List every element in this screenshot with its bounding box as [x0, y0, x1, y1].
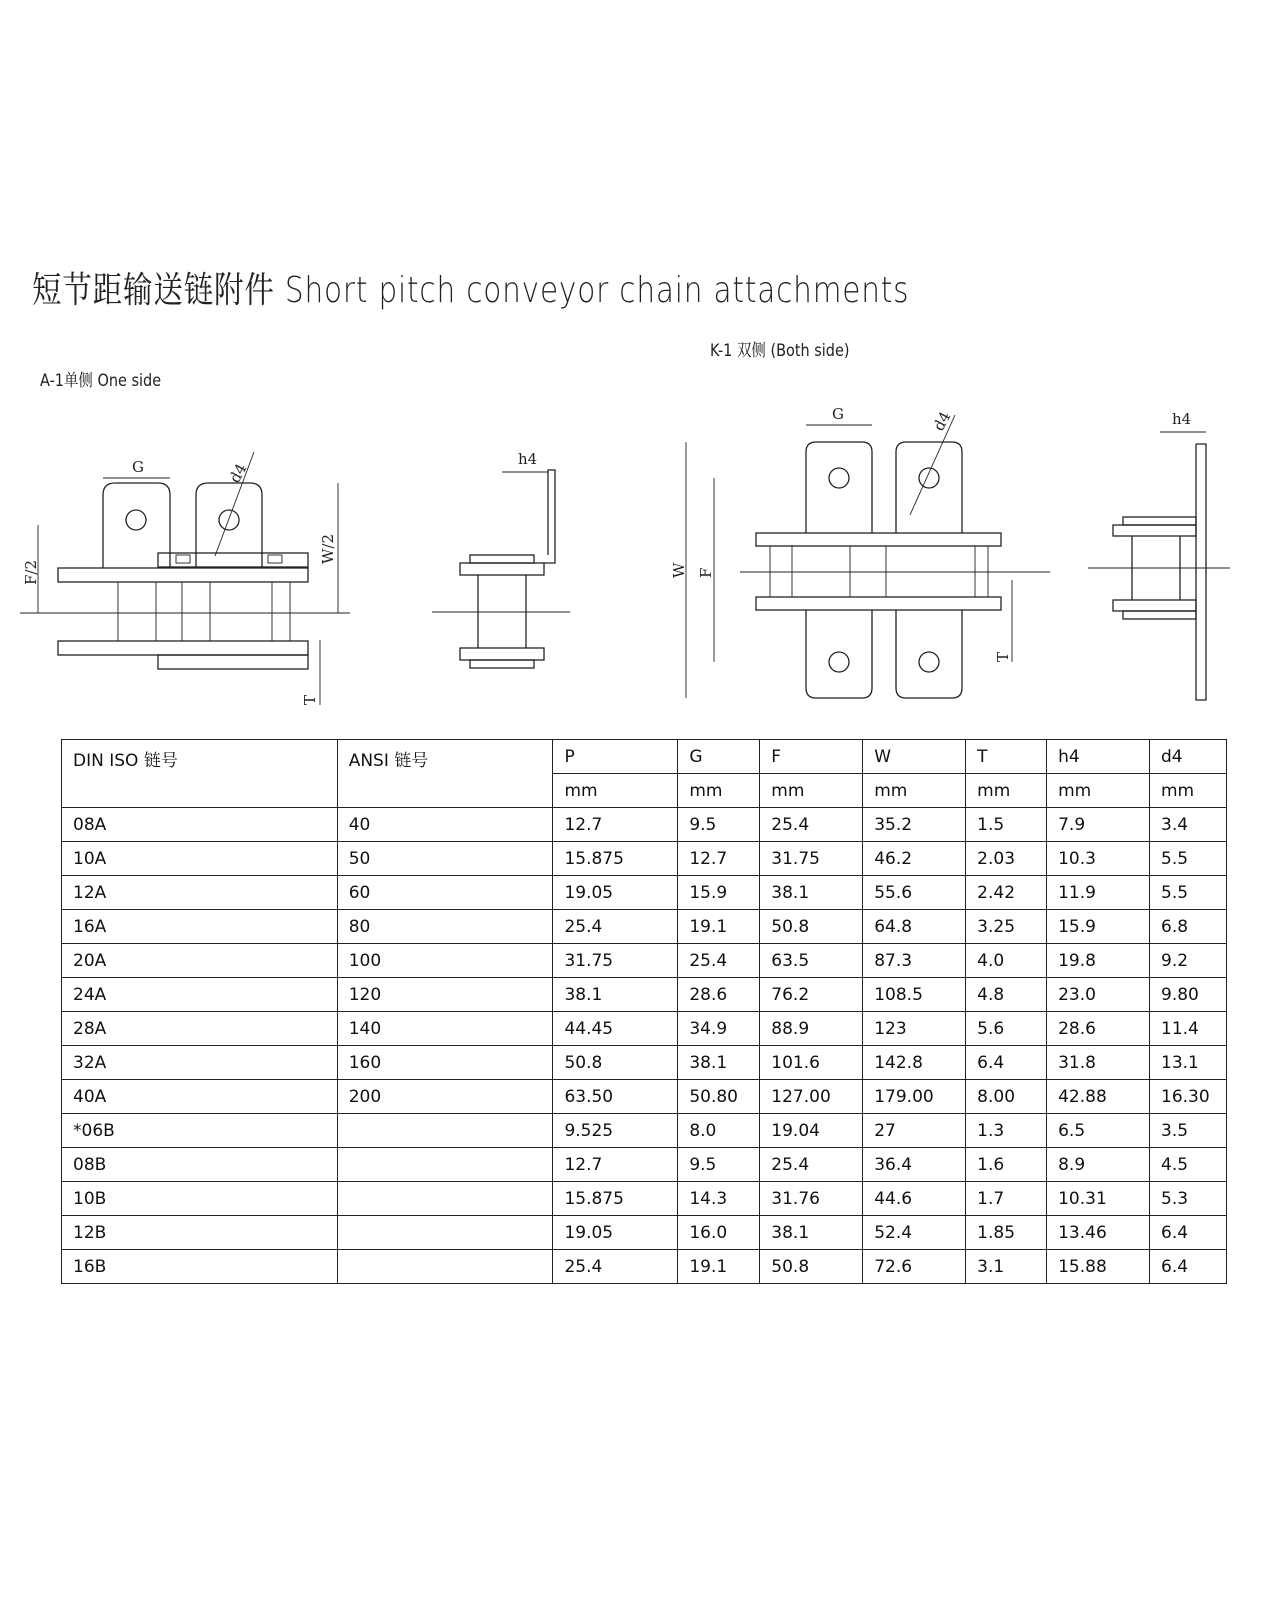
- unit-cell: mm: [966, 774, 1047, 808]
- table-cell: 15.9: [678, 876, 760, 910]
- table-cell: 9.5: [678, 808, 760, 842]
- table-cell: 1.5: [966, 808, 1047, 842]
- k1-front-view: [670, 405, 1050, 698]
- table-cell: 24A: [62, 978, 338, 1012]
- table-row: [62, 876, 1227, 910]
- table-cell: 64.8: [863, 910, 966, 944]
- table-cell: 40A: [62, 1080, 338, 1114]
- table-cell: 28.6: [1047, 1012, 1150, 1046]
- table-cell: 38.1: [760, 876, 863, 910]
- table-cell: *06B: [62, 1114, 338, 1148]
- col-header-ansi: ANSI 链号: [337, 740, 553, 808]
- table-cell: 16.30: [1150, 1080, 1227, 1114]
- table-cell: 8.00: [966, 1080, 1047, 1114]
- table-cell: 38.1: [678, 1046, 760, 1080]
- table-cell: 3.4: [1150, 808, 1227, 842]
- table-cell: 88.9: [760, 1012, 863, 1046]
- table-cell: 15.9: [1047, 910, 1150, 944]
- table-cell: 179.00: [863, 1080, 966, 1114]
- table-cell: 60: [337, 876, 553, 910]
- table-row: [62, 910, 1227, 944]
- table-cell: 50.8: [760, 910, 863, 944]
- t-dimension-label: T: [301, 694, 319, 705]
- table-cell: 15.88: [1047, 1250, 1150, 1284]
- table-cell: 87.3: [863, 944, 966, 978]
- table-cell: 19.04: [760, 1114, 863, 1148]
- table-row: [62, 978, 1227, 1012]
- table-cell: 14.3: [678, 1182, 760, 1216]
- k1-side-view: [1088, 410, 1230, 700]
- table-row: [62, 1080, 1227, 1114]
- table-row: [62, 1216, 1227, 1250]
- table-cell: 6.4: [966, 1046, 1047, 1080]
- h4-dimension-label: h4: [518, 450, 538, 468]
- table-cell: 10.3: [1047, 842, 1150, 876]
- table-cell: 1.3: [966, 1114, 1047, 1148]
- table-cell: 28A: [62, 1012, 338, 1046]
- table-cell: 101.6: [760, 1046, 863, 1080]
- table-row: [62, 1182, 1227, 1216]
- table-cell: 19.05: [553, 876, 678, 910]
- table-cell: 100: [337, 944, 553, 978]
- table-cell: 34.9: [678, 1012, 760, 1046]
- table-cell: 38.1: [760, 1216, 863, 1250]
- k1-w-dimension-label: W: [670, 562, 688, 578]
- k1-f-dimension-label: F: [697, 567, 715, 578]
- table-cell: [337, 1114, 553, 1148]
- a1-front-view: [20, 452, 350, 705]
- table-cell: 28.6: [678, 978, 760, 1012]
- table-cell: 9.525: [553, 1114, 678, 1148]
- table-cell: 8.9: [1047, 1148, 1150, 1182]
- table-cell: 120: [337, 978, 553, 1012]
- table-cell: 40: [337, 808, 553, 842]
- table-row: [62, 1012, 1227, 1046]
- d4-dimension-label: d4: [225, 460, 251, 486]
- k1-g-dimension-label: G: [832, 405, 844, 423]
- table-cell: 7.9: [1047, 808, 1150, 842]
- table-cell: 15.875: [553, 1182, 678, 1216]
- a1-side-view: [432, 450, 570, 668]
- table-cell: 10.31: [1047, 1182, 1150, 1216]
- w-half-dimension-label: W/2: [319, 533, 337, 564]
- table-cell: 1.6: [966, 1148, 1047, 1182]
- table-cell: 50.8: [760, 1250, 863, 1284]
- table-cell: 31.76: [760, 1182, 863, 1216]
- table-cell: 6.5: [1047, 1114, 1150, 1148]
- table-cell: 25.4: [553, 910, 678, 944]
- table-cell: 13.1: [1150, 1046, 1227, 1080]
- table-cell: 5.6: [966, 1012, 1047, 1046]
- table-cell: 08B: [62, 1148, 338, 1182]
- table-cell: 31.8: [1047, 1046, 1150, 1080]
- table-cell: 44.6: [863, 1182, 966, 1216]
- table-cell: 4.5: [1150, 1148, 1227, 1182]
- technical-drawing: [0, 0, 1280, 720]
- table-cell: 12.7: [553, 808, 678, 842]
- table-cell: 35.2: [863, 808, 966, 842]
- table-cell: 200: [337, 1080, 553, 1114]
- col-header-g: G: [678, 740, 760, 774]
- table-cell: 23.0: [1047, 978, 1150, 1012]
- table-cell: 36.4: [863, 1148, 966, 1182]
- both-side-label: K-1 双侧 (Both side): [710, 341, 850, 361]
- table-cell: 12B: [62, 1216, 338, 1250]
- table-cell: 123: [863, 1012, 966, 1046]
- specification-table: [61, 739, 1227, 1284]
- table-cell: 19.1: [678, 1250, 760, 1284]
- table-cell: 13.46: [1047, 1216, 1150, 1250]
- table-cell: 11.9: [1047, 876, 1150, 910]
- table-cell: 80: [337, 910, 553, 944]
- unit-cell: mm: [678, 774, 760, 808]
- table-cell: 16B: [62, 1250, 338, 1284]
- table-cell: 25.4: [760, 808, 863, 842]
- table-header-row: [62, 740, 1227, 774]
- f-half-dimension-label: F/2: [22, 559, 40, 585]
- table-cell: 25.4: [678, 944, 760, 978]
- table-cell: [337, 1216, 553, 1250]
- table-cell: 9.80: [1150, 978, 1227, 1012]
- unit-cell: mm: [863, 774, 966, 808]
- table-cell: 8.0: [678, 1114, 760, 1148]
- table-cell: 12A: [62, 876, 338, 910]
- table-cell: 44.45: [553, 1012, 678, 1046]
- k1-t-dimension-label: T: [994, 651, 1012, 662]
- table-cell: [337, 1250, 553, 1284]
- g-dimension-label: G: [132, 458, 144, 476]
- table-cell: 11.4: [1150, 1012, 1227, 1046]
- col-header-p: P: [553, 740, 678, 774]
- table-cell: 32A: [62, 1046, 338, 1080]
- table-cell: 76.2: [760, 978, 863, 1012]
- table-cell: 15.875: [553, 842, 678, 876]
- table-cell: 4.0: [966, 944, 1047, 978]
- table-cell: 63.5: [760, 944, 863, 978]
- table-cell: 19.1: [678, 910, 760, 944]
- one-side-label: A-1单侧 One side: [40, 371, 162, 391]
- table-cell: 19.8: [1047, 944, 1150, 978]
- table-row: [62, 1148, 1227, 1182]
- k1-h4-dimension-label: h4: [1172, 410, 1192, 428]
- table-cell: 12.7: [553, 1148, 678, 1182]
- table-row: [62, 808, 1227, 842]
- k1-d4-dimension-label: d4: [929, 408, 955, 434]
- table-cell: 10A: [62, 842, 338, 876]
- table-cell: 6.8: [1150, 910, 1227, 944]
- unit-cell: mm: [760, 774, 863, 808]
- table-row: [62, 1114, 1227, 1148]
- table-cell: 46.2: [863, 842, 966, 876]
- table-cell: 6.4: [1150, 1216, 1227, 1250]
- table-cell: 4.8: [966, 978, 1047, 1012]
- page-title: 短节距输送链附件 Short pitch conveyor chain attachments: [32, 270, 910, 311]
- col-header-t: T: [966, 740, 1047, 774]
- table-cell: 52.4: [863, 1216, 966, 1250]
- table-cell: 2.03: [966, 842, 1047, 876]
- unit-cell: mm: [1150, 774, 1227, 808]
- table-cell: 20A: [62, 944, 338, 978]
- table-cell: 1.85: [966, 1216, 1047, 1250]
- table-cell: 142.8: [863, 1046, 966, 1080]
- table-cell: 160: [337, 1046, 553, 1080]
- table-cell: 127.00: [760, 1080, 863, 1114]
- table-cell: 08A: [62, 808, 338, 842]
- table-cell: 9.2: [1150, 944, 1227, 978]
- col-header-d4: d4: [1150, 740, 1227, 774]
- col-header-din-iso: DIN ISO 链号: [62, 740, 338, 808]
- table-cell: 50: [337, 842, 553, 876]
- table-cell: 6.4: [1150, 1250, 1227, 1284]
- table-row: [62, 1250, 1227, 1284]
- table-row: [62, 944, 1227, 978]
- table-row: [62, 842, 1227, 876]
- col-header-h4: h4: [1047, 740, 1150, 774]
- table-cell: 42.88: [1047, 1080, 1150, 1114]
- unit-cell: mm: [1047, 774, 1150, 808]
- table-cell: 140: [337, 1012, 553, 1046]
- table-cell: 31.75: [553, 944, 678, 978]
- table-cell: 16.0: [678, 1216, 760, 1250]
- table-cell: 2.42: [966, 876, 1047, 910]
- col-header-w: W: [863, 740, 966, 774]
- table-cell: 38.1: [553, 978, 678, 1012]
- table-cell: 19.05: [553, 1216, 678, 1250]
- table-cell: 10B: [62, 1182, 338, 1216]
- table-cell: 25.4: [553, 1250, 678, 1284]
- table-cell: 27: [863, 1114, 966, 1148]
- table-cell: [337, 1182, 553, 1216]
- table-cell: 3.25: [966, 910, 1047, 944]
- table-row: [62, 1046, 1227, 1080]
- table-cell: 5.3: [1150, 1182, 1227, 1216]
- table-cell: 9.5: [678, 1148, 760, 1182]
- table-cell: 12.7: [678, 842, 760, 876]
- table-cell: 5.5: [1150, 842, 1227, 876]
- table-cell: 31.75: [760, 842, 863, 876]
- table-cell: 25.4: [760, 1148, 863, 1182]
- table-cell: 1.7: [966, 1182, 1047, 1216]
- table-cell: 55.6: [863, 876, 966, 910]
- table-cell: [337, 1148, 553, 1182]
- table-cell: 3.1: [966, 1250, 1047, 1284]
- col-header-f: F: [760, 740, 863, 774]
- table-cell: 50.8: [553, 1046, 678, 1080]
- table-cell: 3.5: [1150, 1114, 1227, 1148]
- table-cell: 50.80: [678, 1080, 760, 1114]
- table-cell: 63.50: [553, 1080, 678, 1114]
- table-cell: 108.5: [863, 978, 966, 1012]
- table-cell: 16A: [62, 910, 338, 944]
- table-cell: 72.6: [863, 1250, 966, 1284]
- unit-cell: mm: [553, 774, 678, 808]
- table-cell: 5.5: [1150, 876, 1227, 910]
